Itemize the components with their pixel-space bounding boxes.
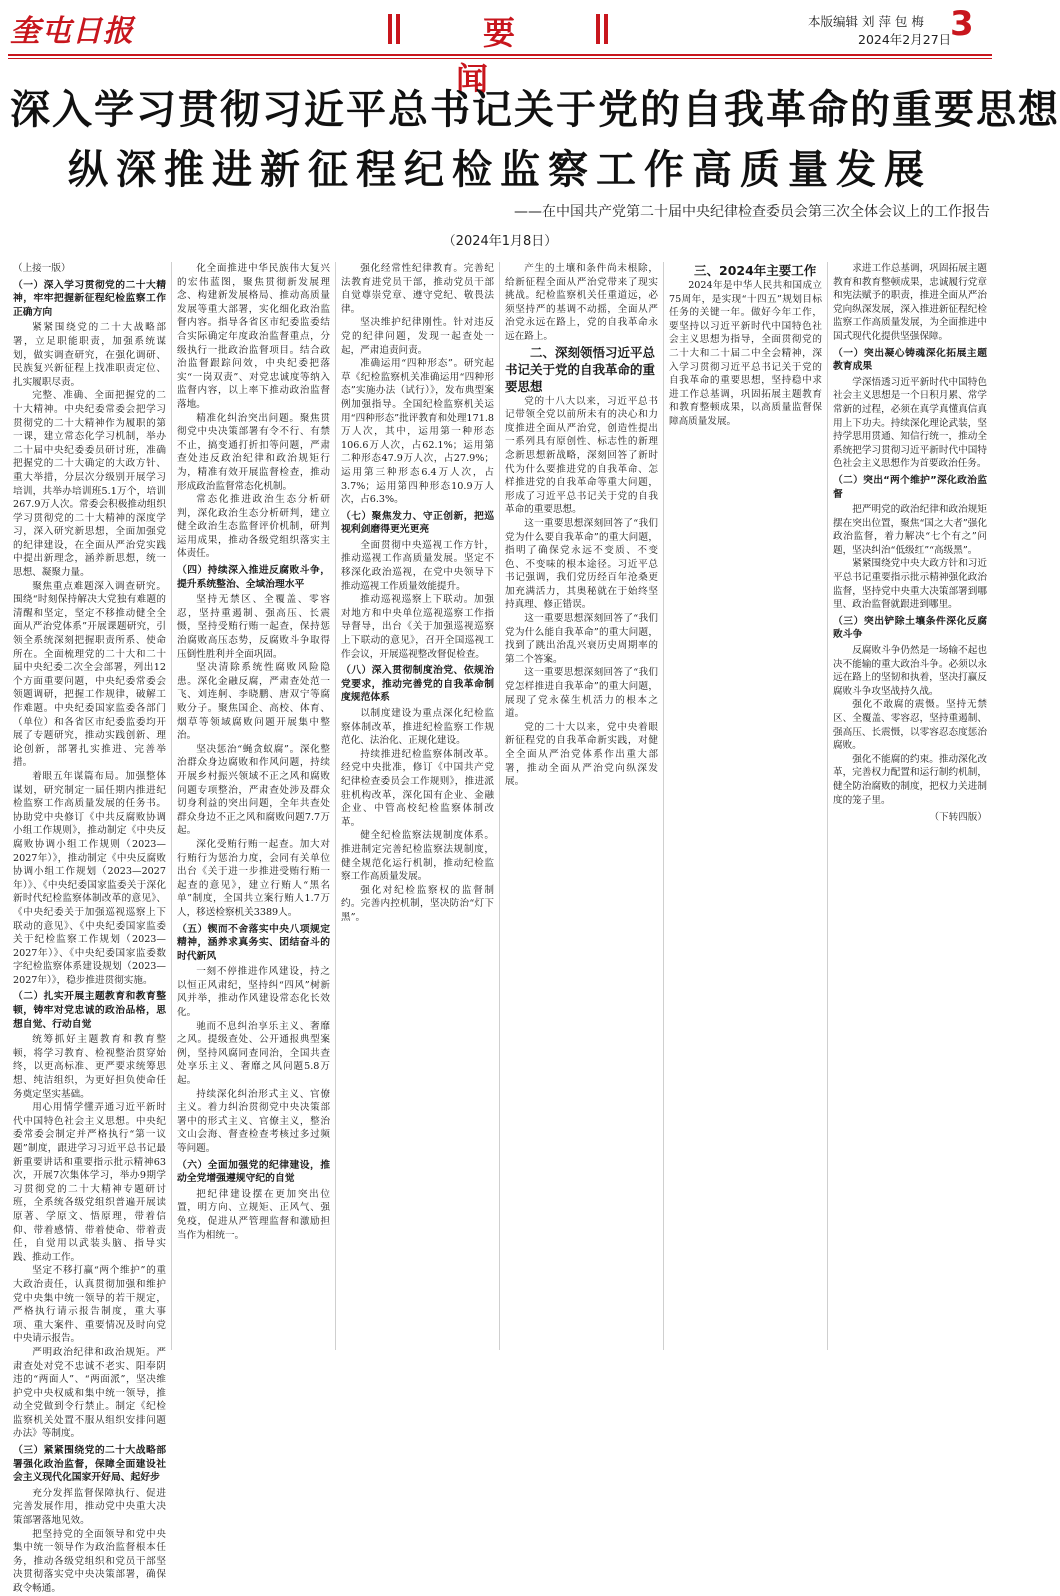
paragraph: 求进工作总基调，巩固拓展主题教育和教育整顿成果，忠诚履行党章和宪法赋予的职责，推进全面从严治党向纵深发展，深入推进新征程纪检监察工作高质量发展，为全面推进中国式现代化提供坚强保障。: [833, 263, 987, 342]
paragraph: 持续推进纪检监察体制改革。经党中央批准，修订《中国共产党纪律检查委员会工作规则》，推进派驻机构改革，深化国有企业、金融企业、中管高校纪检监察体制改革。: [341, 748, 494, 828]
paragraph: 这一重要思想深刻回答了“我们党怎样推进自我革命”的重大问题，展现了党永葆生机活力的根本之道。: [505, 667, 658, 720]
section-name: 要闻: [455, 14, 569, 98]
section-heading: （八）深入贯彻制度治党、依规治党要求，推动完善党的自我革命制度规范体系: [341, 665, 494, 704]
paragraph: 一刻不停推进作风建设，持之以恒正风肃纪，坚持纠“四风”树新风并举，推动作风建设常态化长效化。: [177, 966, 330, 1019]
paragraph: 强化对纪检监察权的监督制约。完善内控机制，坚决防治“灯下黑”。: [341, 884, 494, 923]
paragraph: 反腐败斗争仍然是一场输不起也决不能输的重大政治斗争。必须以永远在路上的坚韧和执着，坚决打赢反腐败斗争攻坚战持久战。: [833, 645, 987, 697]
paragraph: 学深悟透习近平新时代中国特色社会主义思想是一个日积月累、常学常新的过程，必须在真学真懂真信真用上下功夫。持续深化理论武装，坚持学思用贯通、知信行统一，推动全系统把学习贯彻习近平新时代中国特色社会主义思想作为首要政治任务。: [833, 376, 987, 470]
paragraph: 常态化推进政治生态分析研判，深化政治生态分析研判，建立健全政治生态监督评价机制，研判运用成果，推动各级党组织落实主体责任。: [177, 494, 330, 560]
column-2: [172, 262, 336, 1350]
report-dateline: （2024年1月8日）: [442, 234, 558, 249]
editor-credit: 本版编辑 刘 萍 包 梅: [808, 14, 924, 29]
paragraph: 坚决惩治“蝇贪蚁腐”。深化整治群众身边腐败和作风问题，持续开展乡村振兴领域不正之风和腐败问题专项整治，严肃查处涉及群众切身利益的突出问题，全年共查处群众身边不正之风和腐败问题7.7万起。: [177, 743, 330, 837]
paragraph: 2024年是中华人民共和国成立75周年，是实现“十四五”规划目标任务的关键一年。做好今年工作，要坚持以习近平新时代中国特色社会主义思想为指导，全面贯彻党的二十大和二十届二中全会精神，深入学习贯彻习近平总书记关于党的自我革命的重要思想，坚持稳中求进工作总基调，巩固拓展主题教育和教育整顿成果，以高质量监督保障高质量发展。: [669, 280, 822, 427]
paragraph: 紧紧围绕党的二十大战略部署，立足职能职责，加强系统谋划，做实调查研究，在强化调研、民族复兴新征程上找准职责定位、扎实履职尽责。: [13, 322, 166, 388]
section-heading: （一）突出凝心铸魂深化拓展主题教育成果: [833, 347, 987, 373]
paragraph: 坚定不移打赢“两个维护”的重大政治责任，认真贯彻加强和维护党中央集中统一领导的若干规定，严格执行请示报告制度，重大事项、重大案件、重要情况及时向党中央请示报告。: [13, 1265, 166, 1345]
paragraph: 持续深化纠治形式主义、官僚主义。着力纠治贯彻党中央决策部署中的形式主义、官僚主义，整治文山会海、督查检查考核过多过频等问题。: [177, 1088, 330, 1154]
section-heading: （二）突出“两个维护”深化政治监督: [833, 474, 987, 500]
paragraph: 统筹抓好主题教育和教育整顿，将学习教育、检视整治贯穿始终，以更高标准、更严要求统筹思想、纯洁组织，为更好担负使命任务奠定坚实基础。: [13, 1034, 166, 1100]
column-3: [336, 262, 500, 1350]
paragraph: 把严明党的政治纪律和政治规矩摆在突出位置，聚焦“国之大者”强化政治监督，着力解决“七个有之”问题，坚决纠治“低级红”“高级黑”。: [833, 504, 987, 556]
section-heading: （七）聚焦发力、守正创新，把巡视利剑磨得更光更亮: [341, 510, 494, 536]
paragraph: 驰而不息纠治享乐主义、奢靡之风。提级查处、公开通报典型案例，坚持风腐同查同治，全国共查处享乐主义、奢靡之风问题5.8万起。: [177, 1020, 330, 1087]
section-heading: （二）扎实开展主题教育和教育整顿，铸牢对党忠诚的政治品格，思想自觉、行动自觉: [13, 991, 166, 1030]
paragraph: 党的十八大以来，习近平总书记带领全党以前所未有的决心和力度推进全面从严治党，创造性提出一系列具有原创性、标志性的新理念新思想新战略，深刻回答了新时代为什么要推进党的自我革命、怎样推进党的自我革命等重大问题，形成了习近平总书记关于党的自我革命的重要思想。: [505, 395, 658, 516]
section-bar-left-inner: [396, 14, 400, 44]
paragraph: 深化受贿行贿一起查。加大对行贿行为惩治力度，会同有关单位出台《关于进一步推进受贿行贿一起查的意见》，建立行贿人“黑名单”制度，全国共立案行贿人1.7万人，移送检察机关3389人。: [177, 838, 330, 918]
paragraph: 完整、准确、全面把握党的二十大精神。中央纪委常委会把学习贯彻党的二十大精神作为履职的第一课，建立常态化学习机制，举办二十届中央纪委委员研讨班，准确把握党的二十大确定的大政方针、重大举措，分层次分级别开展学习培训，共举办培训班5.1万个，培训267.9万人次。常委会积极推动组织学习贯彻党的二十大精神的深度学习，深入研究新思想，全面加强党的纪律建设，在全面从严治党实践中提出新理念，涵养新思想，统一思想、凝聚力量。: [13, 390, 166, 579]
column-4: [500, 262, 664, 1350]
section-heading: （五）锲而不舍落实中央八项规定精神，涵养求真务实、团结奋斗的时代新风: [177, 923, 330, 962]
part-heading: 二、深刻领悟习近平总书记关于党的自我革命的重要思想: [505, 344, 656, 394]
paragraph: 用心用情学懂弄通习近平新时代中国特色社会主义思想。中央纪委常委会制定并严格执行“第一议题”制度，跟进学习习近平总书记最新重要讲话和重要指示批示精神63次，开展7次集体学习，举办9期学习贯彻党的二十大精神专题研讨班，全系统各级党组织普遍开展读原著、学原文、悟原理，带着信仰、带着感情、带着使命、带着责任，自觉用以武装头脑、指导实践、推动工作。: [13, 1102, 166, 1263]
paragraph: 坚决维护纪律刚性。针对违反党的纪律问题，发现一起查处一起，严肃追责问责。: [341, 317, 494, 356]
article-body: [8, 262, 992, 1594]
paragraph: 准确运用“四种形态”。研究起草《纪检监察机关准确运用“四种形态”实施办法（试行）》，发布典型案例加强指导。全国纪检监察机关运用“四种形态”批评教育和处理171.8万人次，其中，运用第一种形态106.6万人次，占62.1%；运用第二种形态47.9万人次，占27.9%；运用第三种形态6.4万人次，占3.7%；运用第四种形态10.9万人次，占6.3%。: [341, 358, 494, 506]
section-heading: （三）紧紧围绕党的二十大战略部署强化政治监督，保障全面建设社会主义现代化国家开好局、起好步: [13, 1445, 166, 1484]
section-heading: （六）全面加强党的纪律建设，推动全党增强遵规守纪的自觉: [177, 1159, 330, 1185]
paragraph: 严明政治纪律和政治规矩。严肃查处对党不忠诚不老实、阳奉阴违的“两面人”、“两面派”，坚决维护党中央权威和集中统一领导，推动全党做到令行禁止。制定《纪检监察机关处置不服从组织安排问题办法》等制度。: [13, 1346, 166, 1440]
paragraph: 把坚持党的全面领导和党中央集中统一领导作为政治监督根本任务，推动各级党组织和党员干部坚决贯彻落实党中央决策部署，确保政令畅通。: [13, 1528, 166, 1594]
paragraph: 强化经常性纪律教育。完善纪法教育进党员干部，推动党员干部自觉尊崇党章、遵守党纪、敬畏法律。: [341, 263, 494, 315]
paragraph: 推动巡视巡察上下联动。加强对地方和中央单位巡视巡察工作指导督导，出台《关于加强巡视巡察上下联动的意见》，召开全国巡视工作会议，开展巡视整改督促检查。: [341, 594, 494, 660]
continued-to: （下转四版）: [929, 812, 987, 824]
newspaper-logo: 奎屯日报: [10, 14, 134, 49]
masthead-rule-thin: [8, 58, 992, 59]
headline-line-2: 纵深推进新征程纪检监察工作高质量发展: [68, 147, 932, 193]
section-heading: （三）突出铲除土壤条件深化反腐败斗争: [833, 615, 987, 641]
column-6: [828, 262, 992, 1350]
paragraph: 着眼五年谋篇布局。加强整体谋划，研究制定一届任期内推进纪检监察工作高质量发展的任务书。协助党中央修订《中共反腐败协调小组工作规则》，推动制定《中央反腐败协调小组工作规则（2023—2027年）》，推动制定《中央反腐败协调小组工作规划（2023—2027年）》、《中央纪委国家监委关于深化新时代纪检监察体制改革的意见》、《中央纪委关于加强巡视巡察上下联动的意见》、《中央纪委国家监委关于纪检监察工作规划（2023—2027年）》、《中央纪委国家监委数字纪检监察体系建设规划（2023—2027年）》，稳步推进贯彻实施。: [13, 770, 166, 986]
section-bar-right-inner: [596, 14, 600, 44]
page-number: 3: [950, 4, 974, 44]
column-5: [664, 262, 828, 1350]
masthead: [0, 0, 1000, 98]
paragraph: 坚决清除系统性腐败风险隐患。深化金融反腐，严肃查处范一飞、刘连舸、李晓鹏、唐双宁等腐败分子。聚焦国企、高校、体育、烟草等领域腐败问题开展集中整治。: [177, 662, 330, 742]
paragraph: 强化不能腐的约束。推动深化改革，完善权力配置和运行制约机制，健全防治腐败的制度，把权力关进制度的笼子里。: [833, 753, 987, 806]
issue-date: 2024年2月27日: [858, 32, 952, 47]
paragraph: 充分发挥监督保障执行、促进完善发展作用，推动党中央重大决策部署落地见效。: [13, 1487, 166, 1527]
section-bar-right: [604, 14, 608, 44]
headline-line-1: 深入学习贯彻习近平总书记关于党的自我革命的重要思想: [10, 87, 1060, 133]
masthead-rule: [8, 54, 992, 56]
section-label: [388, 8, 608, 98]
column-1: [8, 262, 172, 1594]
section-heading: （四）持续深入推进反腐败斗争，提升系统整治、全域治理水平: [177, 565, 330, 590]
paragraph: 强化不敢腐的震慑。坚持无禁区、全覆盖、零容忍，坚持重遏制、强高压、长震慑，以零容忍态度惩治腐败。: [833, 699, 987, 752]
section-heading: （一）深入学习贯彻党的二十大精神，牢牢把握新征程纪检监察工作正确方向: [13, 279, 166, 318]
continued-from: （上接一版）: [13, 263, 71, 274]
paragraph: 党的二十大以来，党中央着眼新征程党的自我革命新实践，对健全全面从严治党体系作出重大部署，推动全面从严治党向纵深发展。: [505, 721, 658, 788]
paragraph: 精准化纠治突出问题。聚焦贯彻党中央决策部署有令不行、有禁不止，搞变通打折扣等问题，严肃查处违反政治纪律和政治规矩行为，精准有效开展监督检查，推动形成政治监督常态化机制。: [177, 412, 330, 492]
paragraph: 紧紧围绕党中央大政方针和习近平总书记重要指示批示精神强化政治监督，坚持党中央重大决策部署到哪里、政治监督就跟进到哪里。: [833, 558, 987, 611]
part-heading: 三、2024年主要工作: [694, 263, 817, 278]
paragraph: 全面贯彻中央巡视工作方针，推动巡视工作高质量发展。坚定不移深化政治巡视，在党中央领导下推动巡视工作质量效能提升。: [341, 539, 494, 592]
paragraph: 化全面推进中华民族伟大复兴的宏伟蓝图，聚焦贯彻新发展理念、构建新发展格局、推动高质量发展等重大部署，实化细化政治监督内容。指导各省区市纪委监委结合实际确定年度政治监督重点，分级执行一批政治监督项目。结合政治监督跟踪问效，中央纪委把落实“一岗双责”、对党忠诚度等纳入监督内容，以上率下推动政治监督落地。: [177, 263, 330, 410]
paragraph: 坚持无禁区、全覆盖、零容忍，坚持重遏制、强高压、长震慑，坚持受贿行贿一起查，保持惩治腐败高压态势，反腐败斗争取得压倒性胜利并全面巩固。: [177, 594, 330, 660]
paragraph: 这一重要思想深刻回答了“我们党为什么能自我革命”的重大问题，找到了跳出治乱兴衰历史周期率的第二个答案。: [505, 613, 658, 665]
paragraph: 健全纪检监察法规制度体系。推进制定完善纪检监察法规制度，健全规范化运行机制，推动纪检监察工作高质量发展。: [341, 830, 494, 883]
paragraph: 产生的土壤和条件尚未根除，给新征程全面从严治党带来了现实挑战。纪检监察机关任重道远，必须坚持严的基调不动摇，全面从严治党永远在路上，党的自我革命永远在路上。: [505, 263, 658, 342]
paragraph: 聚焦重点难题深入调查研究。围绕“时刻保持解决大党独有难题的清醒和坚定，坚定不移推动健全全面从严治党体系”开展课题研究，引领全系统深刻把握职责所系、使命所在。全面梳理党的二十大和二十届中央纪委二次全会部署，列出12个方面重要问题，中央纪委常委会领题调研，把握工作规律，破解工作难题。中央纪委国家监委各部门（单位）和各省区市纪委监委均开展了专题研究，推动实践创新、理论创新，部署扎实推进、完善举措。: [13, 580, 166, 769]
paragraph: 把纪律建设摆在更加突出位置，明方向、立规矩、正风气、强免疫，促进从严管理监督和激励担当作为相统一。: [177, 1188, 330, 1241]
paragraph: 以制度建设为重点深化纪检监察体制改革，推进纪检监察工作规范化、法治化、正规化建设。: [341, 708, 494, 747]
paragraph: 这一重要思想深刻回答了“我们党为什么要自我革命”的重大问题，指明了确保党永远不变质、不变色、不变味的根本途径。习近平总书记强调，我们党历经百年沧桑更加充满活力，其奥秘就在于始终坚持真理、修正错误。: [505, 517, 658, 611]
subheadline: ——在中国共产党第二十届中央纪律检查委员会第三次全体会议上的工作报告: [514, 204, 990, 220]
section-bar-left: [388, 14, 392, 44]
